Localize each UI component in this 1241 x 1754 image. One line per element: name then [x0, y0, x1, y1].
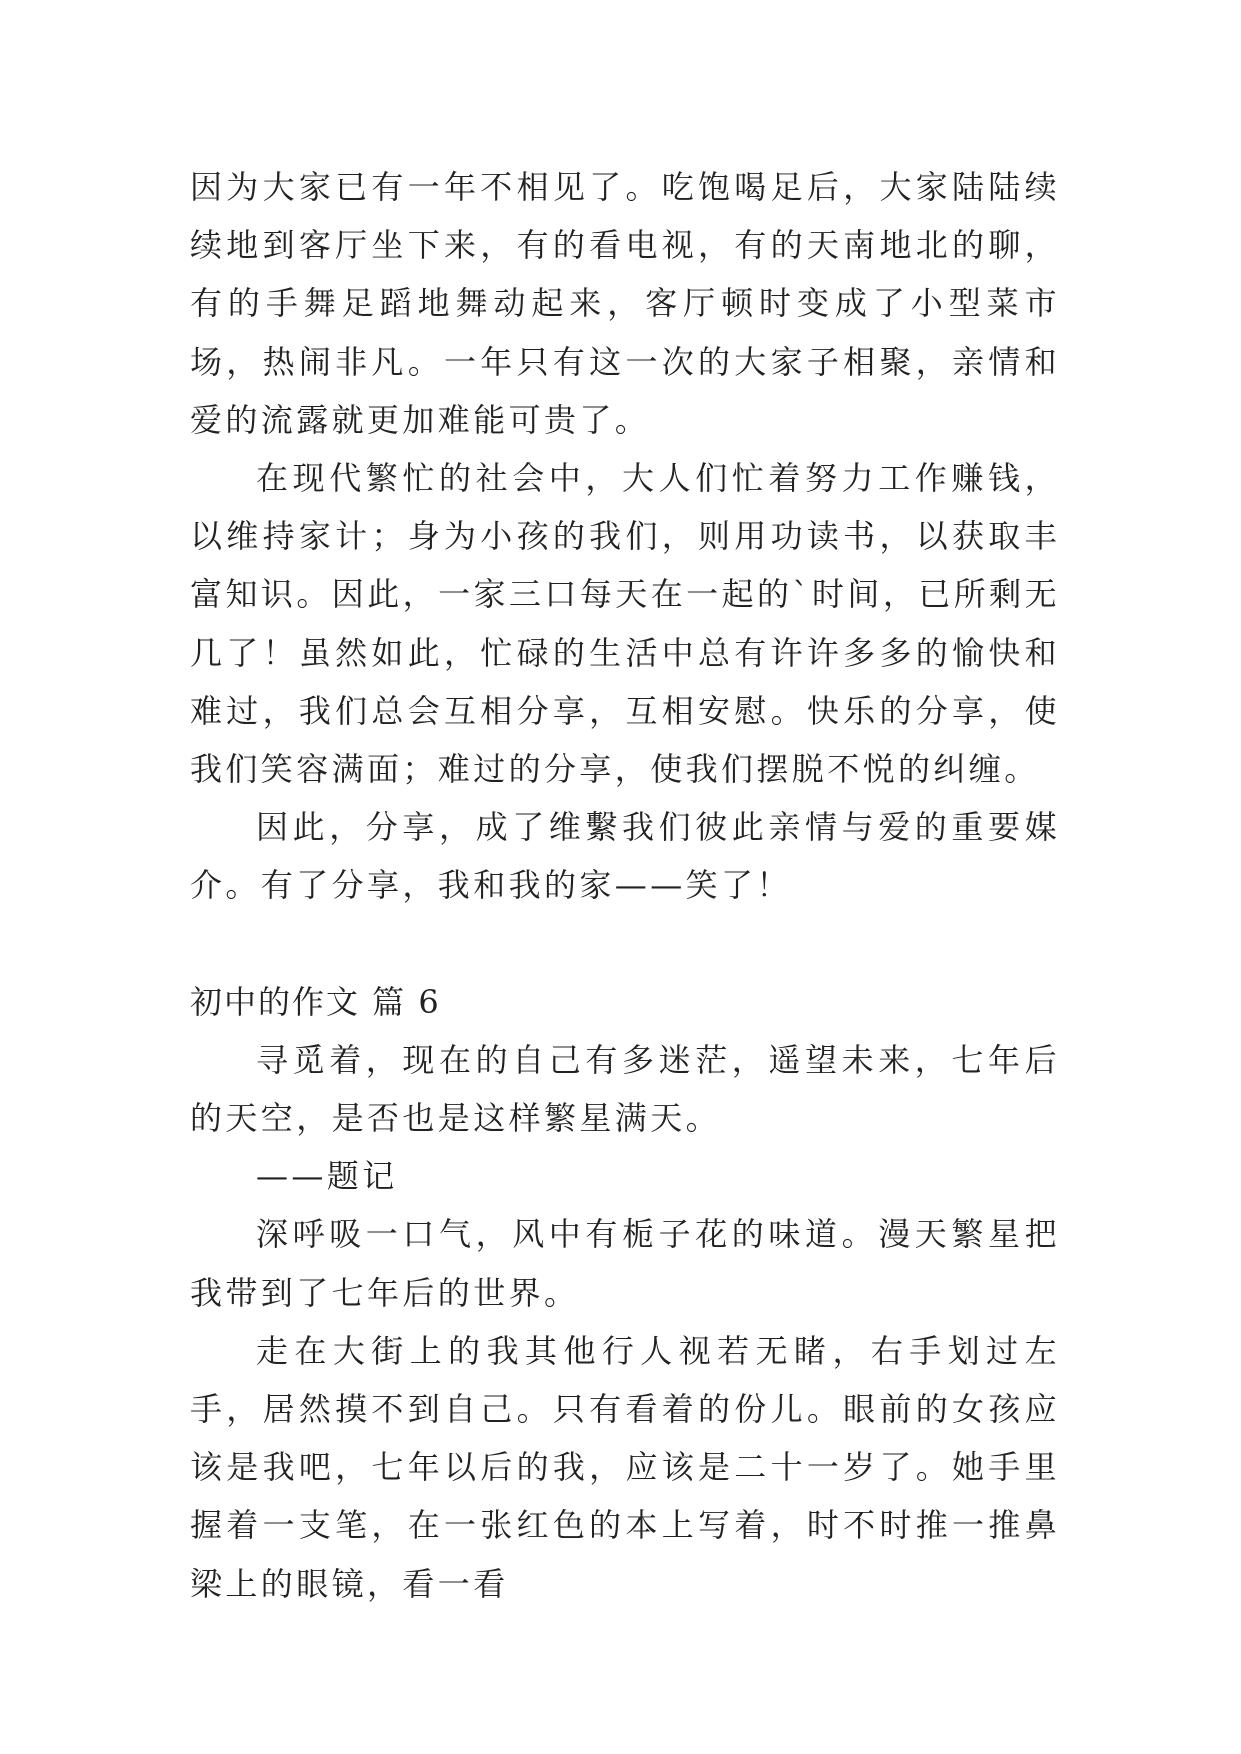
paragraph-epigraph-attribution: ——题记	[256, 1157, 398, 1196]
paragraph-future-self: 走在大街上的我其他行人视若无睹，右手划过左手，居然摸不到自己。只有看着的份儿。眼前的女孩应该是我吧，七年以后的我，应该是二十一岁了。她手里握着一支笔，在一张红色的本上写着，时不时推一推鼻梁上的眼镜，看一看	[190, 1331, 1060, 1603]
paragraph-family-gathering: 因为大家已有一年不相见了。吃饱喝足后，大家陆陆续续地到客厅坐下来，有的看电视，有的天南地北的聊，有的手舞足蹈地舞动起来，客厅顿时变成了小型菜市场，热闹非凡。一年只有这一次的大家子相聚，亲情和爱的流露就更加难能可贵了。	[190, 168, 1060, 439]
document-body	[190, 158, 1060, 1613]
section-gap	[190, 915, 1060, 973]
section-heading: 初中的作文 篇 6	[190, 982, 441, 1021]
paragraph-epigraph: 寻觅着，现在的自己有多迷茫，遥望未来，七年后的天空，是否也是这样繁星满天。	[190, 1040, 1060, 1138]
paragraph-busy-society: 在现代繁忙的社会中，大人们忙着努力工作赚钱，以维持家计；身为小孩的我们，则用功读书，以获取丰富知识。因此，一家三口每天在一起的`时间，已所剩无几了！虽然如此，忙碌的生活中总有许许多多的愉快和难过，我们总会互相分享，互相安慰。快乐的分享，使我们笑容满面；难过的分享，使我们摆脱不悦的纠缠。	[190, 459, 1060, 789]
paragraph-sharing-conclusion: 因此，分享，成了维繫我们彼此亲情与爱的重要媒介。有了分享，我和我的家——笑了！	[190, 808, 1060, 905]
paragraph-starry-sky: 深呼吸一口气，风中有栀子花的味道。漫天繁星把我带到了七年后的世界。	[190, 1215, 1060, 1312]
